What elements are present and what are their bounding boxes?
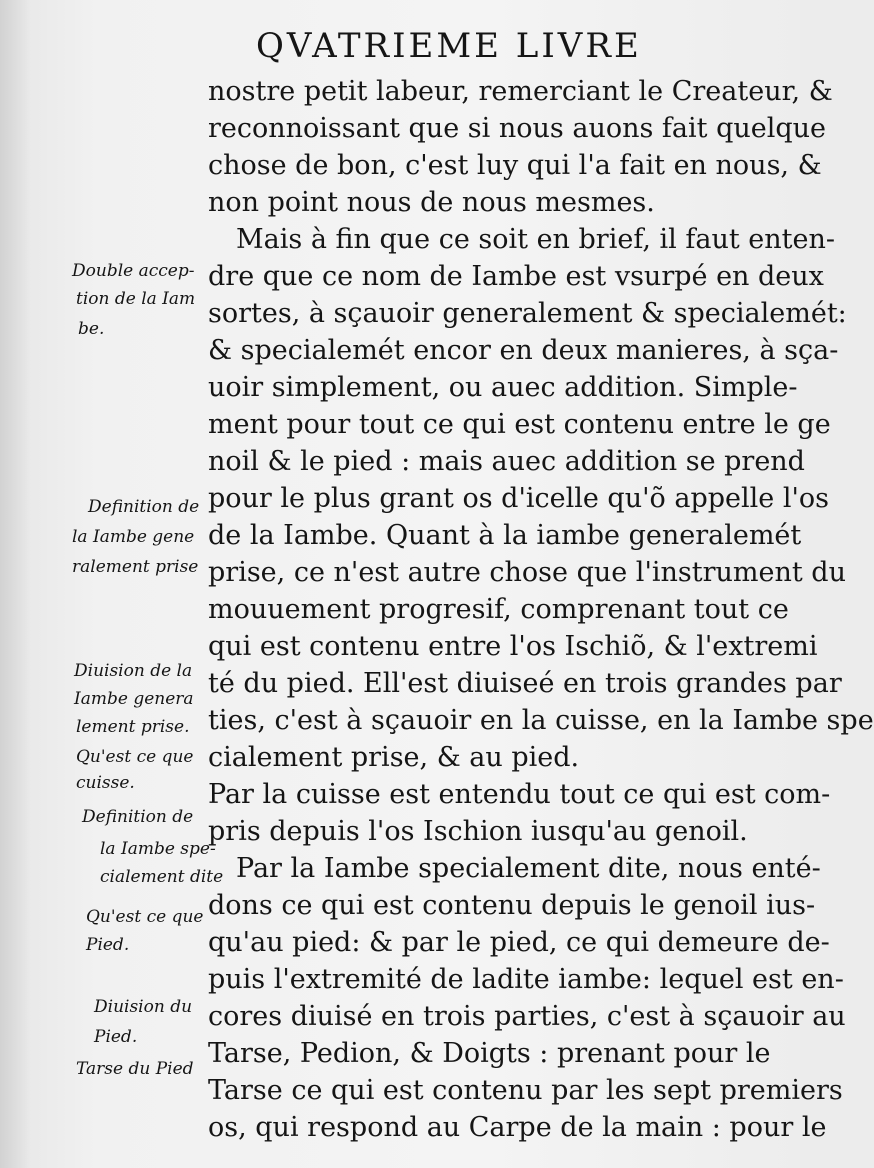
- margin-note: Diuision du: [94, 997, 193, 1017]
- margin-note: la Iambe gene: [72, 527, 195, 547]
- margin-note: Tarse du Pied: [76, 1059, 194, 1079]
- body-line: chose de bon, c'est luy qui l'a fait en nous, &: [208, 150, 822, 181]
- body-line: té du pied. Ell'est diuiseé en trois grandes par: [208, 668, 842, 699]
- body-line: cores diuisé en trois parties, c'est à sçauoir au: [208, 1001, 846, 1032]
- body-line: qu'au pied: & par le pied, ce qui demeure de-: [208, 927, 830, 958]
- body-line: non point nous de nous mesmes.: [208, 187, 655, 218]
- body-line: & specialemét encor en deux manieres, à sça-: [208, 335, 839, 366]
- body-line: cialement prise, & au pied.: [208, 742, 580, 773]
- body-line: prise, ce n'est autre chose que l'instrument du: [208, 557, 846, 588]
- body-line: mouuement progresif, comprenant tout ce: [208, 594, 789, 625]
- paragraph-start-line: Par la cuisse est entendu tout ce qui est com-: [208, 779, 831, 810]
- running-header: QVATRIEME LIVRE: [256, 26, 642, 66]
- body-line: nostre petit labeur, remerciant le Createur, &: [208, 76, 833, 107]
- margin-note: Iambe genera: [74, 689, 194, 709]
- page-gutter-shadow: [0, 0, 30, 1168]
- body-line: dons ce qui est contenu depuis le genoil ius-: [208, 890, 816, 921]
- margin-note: lement prise.: [76, 717, 190, 737]
- body-line: Tarse ce qui est contenu par les sept premiers: [208, 1075, 843, 1106]
- body-line: puis l'extremité de ladite iambe: lequel est en-: [208, 964, 844, 995]
- body-line: ties, c'est à sçauoir en la cuisse, en la Iambe spe: [208, 705, 874, 736]
- margin-note: cuisse.: [76, 773, 135, 793]
- margin-note: Definition de: [82, 807, 194, 827]
- margin-note: Qu'est ce que: [76, 747, 194, 767]
- margin-note: la Iambe spe-: [100, 839, 216, 859]
- margin-note: Pied.: [86, 935, 130, 955]
- body-line: pour le plus grant os d'icelle qu'õ appelle l'os: [208, 483, 830, 514]
- margin-note: Definition de: [88, 497, 200, 517]
- body-line: reconnoissant que si nous auons fait quelque: [208, 113, 827, 144]
- body-line: pris depuis l'os Ischion iusqu'au genoil.: [208, 816, 748, 847]
- paragraph-start-line: Mais à fin que ce soit en brief, il faut enten-: [236, 224, 835, 255]
- margin-note: Diuision de la: [74, 661, 193, 681]
- margin-note: Double accep-: [72, 261, 195, 281]
- margin-note: tion de la Iam: [76, 289, 196, 309]
- body-line: sortes, à sçauoir generalement & specialemét:: [208, 298, 847, 329]
- body-line: os, qui respond au Carpe de la main : pour le: [208, 1112, 827, 1143]
- paragraph-start-line: Par la Iambe specialement dite, nous enté-: [236, 853, 821, 884]
- body-line: qui est contenu entre l'os Ischiõ, & l'extremi: [208, 631, 818, 662]
- margin-note: Qu'est ce que: [86, 907, 204, 927]
- body-line: Tarse, Pedion, & Doigts : prenant pour le: [208, 1038, 771, 1069]
- margin-note: Pied.: [94, 1027, 138, 1047]
- body-line: uoir simplement, ou auec addition. Simple-: [208, 372, 798, 403]
- body-line: de la Iambe. Quant à la iambe generalemét: [208, 520, 802, 551]
- body-line: ment pour tout ce qui est contenu entre le ge: [208, 409, 831, 440]
- margin-note: be.: [78, 319, 105, 339]
- margin-note: cialement dite: [100, 867, 224, 887]
- margin-note: ralement prise: [72, 557, 199, 577]
- body-line: noil & le pied : mais auec addition se prend: [208, 446, 805, 477]
- body-line: dre que ce nom de Iambe est vsurpé en deux: [208, 261, 824, 292]
